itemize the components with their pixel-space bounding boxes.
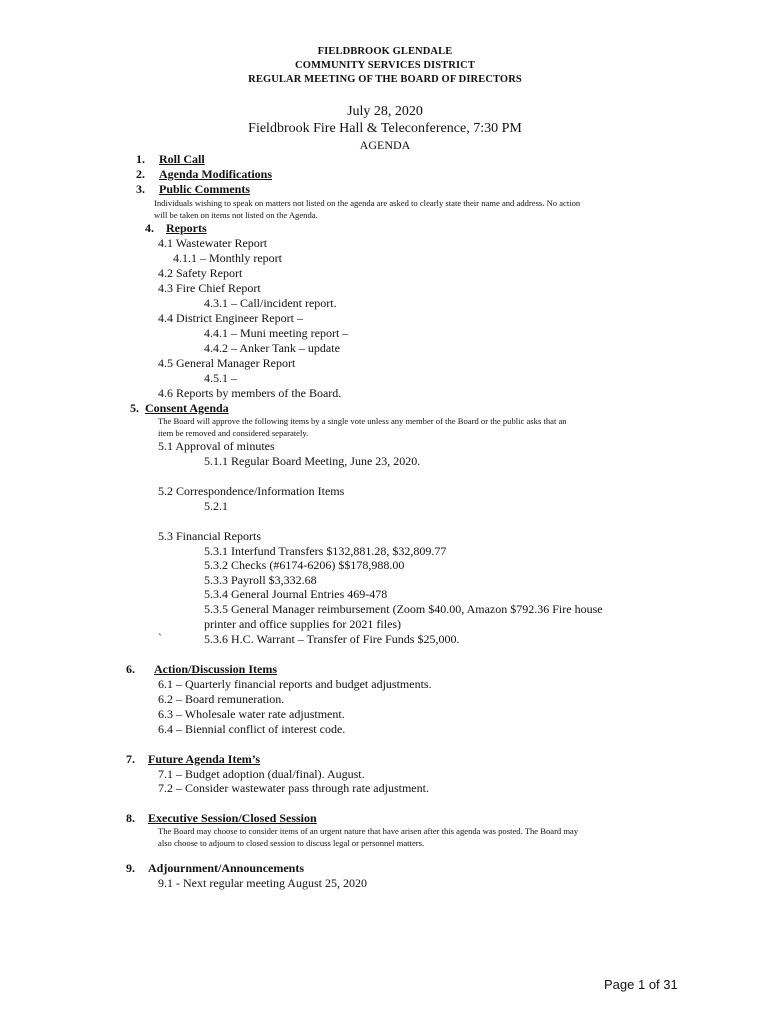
item-title-executive-session: Executive Session/Closed Session — [148, 811, 317, 825]
sub-item: 7.2 – Consider wastewater pass through rate adjustment. — [158, 781, 429, 795]
item-title-action-discussion: Action/Discussion Items — [154, 662, 278, 676]
sub-item: 6.3 – Wholesale water rate adjustment. — [158, 707, 345, 721]
meeting-location: Fieldbrook Fire Hall & Teleconference, 7:30 PM — [248, 121, 522, 136]
sub-item: 5.3.4 General Journal Entries 469-478 — [204, 587, 388, 601]
sub-item: 5.3.3 Payroll $3,332.68 — [204, 573, 317, 587]
item-number: 5. — [130, 401, 139, 415]
item-number: 1. — [136, 152, 145, 166]
sub-item: 6.1 – Quarterly financial reports and budget adjustments. — [158, 677, 432, 691]
sub-item: 4.3 Fire Chief Report — [158, 281, 261, 295]
sub-item: 4.5 General Manager Report — [158, 356, 296, 370]
item-title-public-comments: Public Comments — [159, 182, 250, 196]
sub-item: 4.2 Safety Report — [158, 266, 243, 280]
sub-item: 5.2 Correspondence/Information Items — [158, 484, 345, 498]
sub-item: 7.1 – Budget adoption (dual/final). August. — [158, 767, 365, 781]
executive-session-note: The Board may choose to consider items of an urgent nature that have arisen after this agenda was posted. The Board may — [158, 826, 579, 836]
sub-item: 4.4 District Engineer Report – — [158, 311, 303, 325]
executive-session-note: also choose to adjourn to closed session to discuss legal or personnel matters. — [158, 838, 425, 848]
item-number: 2. — [136, 167, 145, 181]
org-name: FIELDBROOK GLENDALE — [317, 46, 453, 57]
consent-agenda-note: item be removed and considered separately. — [158, 428, 309, 438]
sub-item: printer and office supplies for 2021 files) — [204, 617, 402, 631]
stray-mark: ` — [158, 631, 162, 645]
public-comments-note: Individuals wishing to speak on matters not listed on the agenda are asked to clearly state their name and address. No action — [154, 198, 581, 208]
sub-item: 4.6 Reports by members of the Board. — [158, 386, 342, 400]
item-number: 4. — [145, 221, 154, 235]
item-number: 8. — [126, 811, 135, 825]
public-comments-note: will be taken on items not listed on the Agenda. — [154, 210, 318, 220]
sub-item: 4.4.1 – Muni meeting report – — [204, 326, 349, 340]
meeting-date: July 28, 2020 — [347, 104, 423, 119]
sub-item: 5.3 Financial Reports — [158, 529, 261, 543]
sub-item: 6.2 – Board remuneration. — [158, 692, 285, 706]
org-district: COMMUNITY SERVICES DISTRICT — [295, 60, 475, 71]
item-number: 3. — [136, 182, 145, 196]
item-number: 6. — [126, 662, 135, 676]
sub-item: 5.1 Approval of minutes — [158, 439, 275, 453]
agenda-label: AGENDA — [359, 138, 411, 152]
sub-item: 4.5.1 – — [204, 371, 237, 385]
item-title-agenda-modifications: Agenda Modifications — [159, 167, 273, 181]
item-title-reports: Reports — [166, 221, 207, 235]
item-title-roll-call: Roll Call — [159, 152, 205, 166]
item-title-consent-agenda: Consent Agenda — [145, 401, 229, 415]
sub-item: 5.3.1 Interfund Transfers $132,881.28, $32,809.77 — [204, 544, 447, 558]
sub-item: 5.2.1 — [204, 499, 228, 513]
meeting-type: REGULAR MEETING OF THE BOARD OF DIRECTORS — [248, 74, 522, 85]
sub-item: 4.3.1 – Call/incident report. — [204, 296, 337, 310]
sub-item: 5.3.6 H.C. Warrant – Transfer of Fire Funds $25,000. — [204, 632, 460, 646]
sub-item: 4.1 Wastewater Report — [158, 236, 268, 250]
item-title-adjournment: Adjournment/Announcements — [148, 861, 305, 875]
page-number: Page 1 of 31 — [604, 977, 678, 992]
sub-item: 4.1.1 – Monthly report — [173, 251, 282, 265]
sub-item: 6.4 – Biennial conflict of interest code. — [158, 722, 346, 736]
sub-item: 4.4.2 – Anker Tank – update — [204, 341, 340, 355]
item-title-future-agenda: Future Agenda Item’s — [148, 752, 260, 766]
consent-agenda-note: The Board will approve the following items by a single vote unless any member of the Board or the public asks that an — [158, 416, 567, 426]
sub-item: 5.3.5 General Manager reimbursement (Zoom $40.00, Amazon $792.36 Fire house — [204, 602, 603, 616]
sub-item: 9.1 - Next regular meeting August 25, 2020 — [158, 876, 367, 890]
sub-item: 5.1.1 Regular Board Meeting, June 23, 2020. — [204, 454, 421, 468]
sub-item: 5.3.2 Checks (#6174-6206) $$178,988.00 — [204, 558, 405, 572]
item-number: 9. — [126, 861, 135, 875]
item-number: 7. — [126, 752, 135, 766]
